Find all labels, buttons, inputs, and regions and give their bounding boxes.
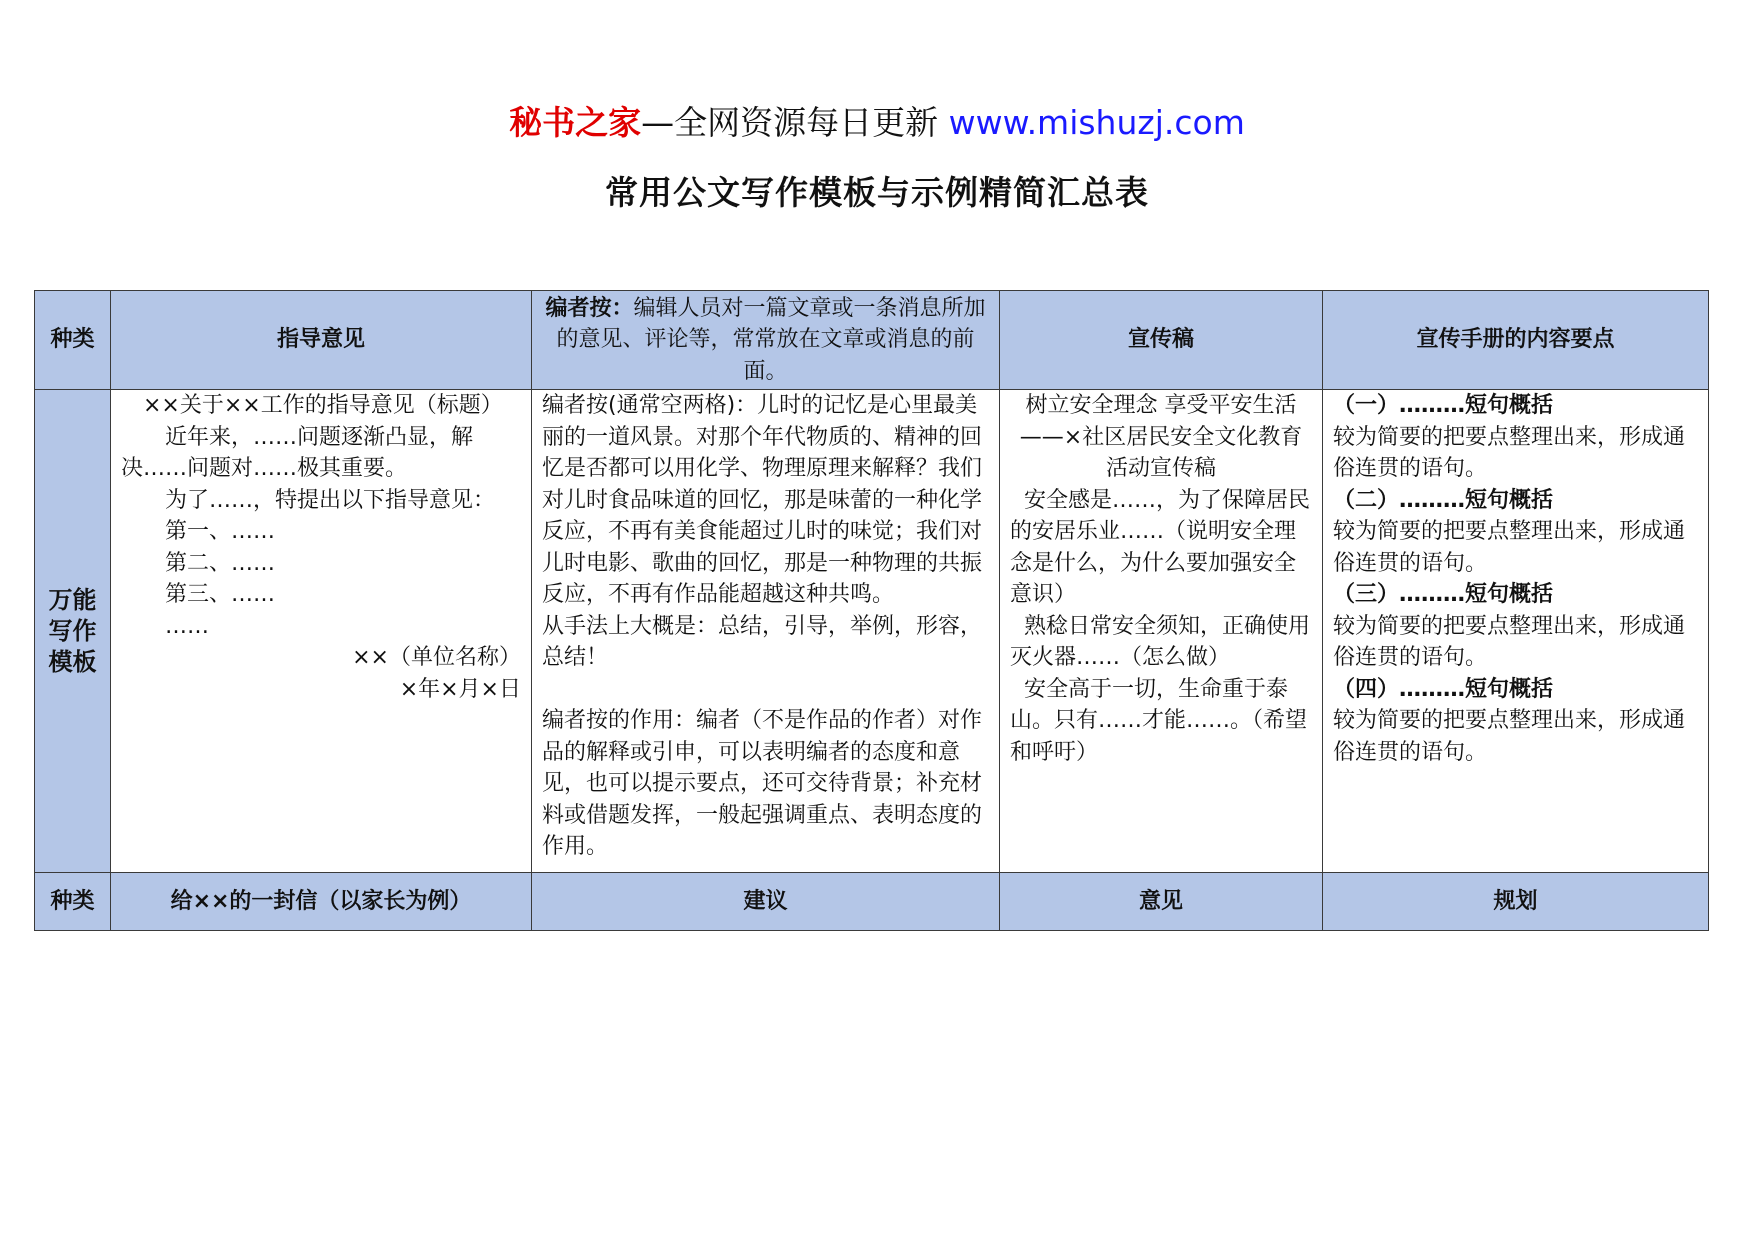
publicity-subtitle: ——×社区居民安全文化教育活动宣传稿 <box>1019 424 1303 481</box>
header-editor-note-label: 编者按： <box>545 295 634 321</box>
brochure-point-text: 较为简要的把要点整理出来，形成通俗连贯的语句。 <box>1333 424 1686 481</box>
guidance-purpose: 为了……，特提出以下指导意见： <box>165 487 496 513</box>
guidance-item: 第一、…… <box>165 519 276 544</box>
template-row <box>35 390 1709 873</box>
brochure-point-text: 较为简要的把要点整理出来，形成通俗连贯的语句。 <box>1333 613 1686 670</box>
publicity-template-cell <box>1000 390 1323 873</box>
header-guidance: 指导意见 <box>111 291 532 390</box>
brochure-template-cell <box>1323 390 1709 873</box>
editor-note-paragraph: 从手法上大概是：总结，引导，举例，形容，总结！ <box>542 613 983 670</box>
header-brochure: 宣传手册的内容要点 <box>1323 291 1709 390</box>
paragraph-gap <box>542 674 989 706</box>
footer-letter: 给××的一封信（以家长为例） <box>111 873 532 931</box>
publicity-title: 树立安全理念 享受平安生活 <box>1025 393 1297 418</box>
header-publicity: 宣传稿 <box>1000 291 1323 390</box>
guidance-title: ××关于××工作的指导意见（标题） <box>143 393 503 418</box>
guidance-intro <box>121 422 521 485</box>
footer-opinion: 意见 <box>1000 873 1323 931</box>
template-kind-label: 万能写作模板 <box>48 585 97 676</box>
brochure-point-heading <box>1333 390 1698 422</box>
brochure-point-heading-text: （一）………短句概括 <box>1333 393 1554 418</box>
guidance-intro-text: 近年来，……问题逐渐凸显，解决……问题对……极其重要。 <box>121 424 474 481</box>
brochure-point-heading <box>1333 579 1698 611</box>
editor-note-template-cell <box>532 390 1000 873</box>
brand-name: 秘书之家 <box>509 103 642 142</box>
header-kind-cell: 种类 <box>35 291 111 390</box>
brochure-point-heading-text: （三）………短句概括 <box>1333 582 1554 607</box>
header-editor-note-definition: 编辑人员对一篇文章或一条消息所加的意见、评论等，常常放在文章或消息的前面。 <box>556 295 986 384</box>
publicity-paragraph: 安全高于一切，生命重于泰山。只有……才能……。（希望和呼吁） <box>1010 676 1308 765</box>
table-header-row <box>35 291 1709 390</box>
guidance-ellipsis: …… <box>165 613 209 639</box>
footer-kind-cell: 种类 <box>35 873 111 931</box>
guidance-template-cell <box>111 390 532 873</box>
brochure-point-heading-text: （二）………短句概括 <box>1333 487 1554 513</box>
publicity-paragraph: 熟稔日常安全须知，正确使用灭火器……（怎么做） <box>1010 613 1311 670</box>
brochure-point-heading <box>1333 485 1698 517</box>
brochure-point-text: 较为简要的把要点整理出来，形成通俗连贯的语句。 <box>1333 708 1686 765</box>
guidance-item: 第二、…… <box>165 550 276 576</box>
document-title: 常用公文写作模板与示例精简汇总表 <box>605 173 1149 212</box>
site-banner <box>0 100 1754 146</box>
editor-note-paragraph: 编者按(通常空两格)：儿时的记忆是心里最美丽的一道风景。对那个年代物质的、精神的回忆是否都可以用化学、物理原理来解释？我们对儿时食品味道的回忆，那是味蕾的一种化学反应，不再有美食能超过儿时的味觉；我们对儿时电影、歌曲的回忆，那是一种物理的共振反应，不再有作品能超越这种共鸣。 <box>542 393 983 607</box>
template-kind-cell <box>35 390 111 873</box>
header-editor-note <box>532 291 1000 390</box>
header-editor-note-text <box>545 296 985 384</box>
publicity-paragraph: 安全感是……，为了保障居民的安居乐业……（说明安全理念是什么，为什么要加强安全意识） <box>1010 487 1311 607</box>
brochure-point-heading-text: （四）………短句概括 <box>1333 676 1554 702</box>
brochure-point-heading <box>1333 674 1698 706</box>
editor-note-paragraph: 编者按的作用：编者（不是作品的作者）对作品的解释或引申，可以表明编者的态度和意见，也可以提示要点，还可交待背景；补充材料或借题发挥，一般起强调重点、表明态度的作用。 <box>542 708 983 859</box>
brand-slogan: —全网资源每日更新 <box>641 103 949 142</box>
guidance-item: 第三、…… <box>165 582 276 607</box>
guidance-unit: ××（单位名称） <box>352 645 521 670</box>
brochure-point-text: 较为简要的把要点整理出来，形成通俗连贯的语句。 <box>1333 519 1686 576</box>
site-url-link[interactable]: www.mishuzj.com <box>948 103 1245 142</box>
footer-suggestion: 建议 <box>532 873 1000 931</box>
guidance-date: ×年×月×日 <box>399 676 521 702</box>
summary-table <box>34 290 1709 931</box>
table-footer-row <box>35 873 1709 931</box>
footer-plan: 规划 <box>1323 873 1709 931</box>
